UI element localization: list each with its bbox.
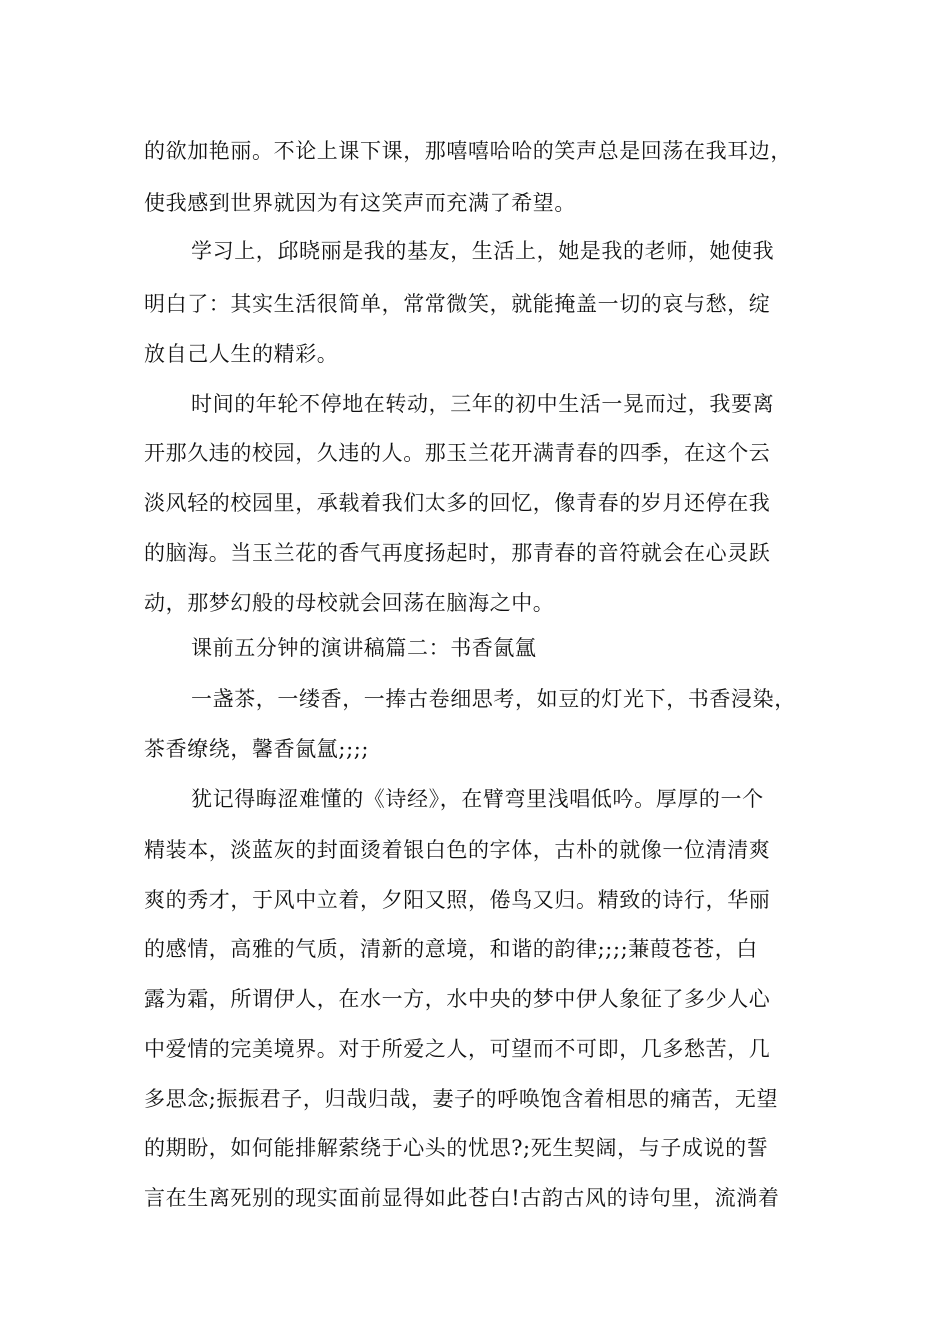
text-line: 放自己人生的精彩。: [144, 342, 339, 366]
text-line: 开那久违的校园，久违的人。那玉兰花开满青春的四季，在这个云: [144, 441, 771, 465]
text-line: 动，那梦幻般的母校就会回荡在脑海之中。: [144, 591, 555, 615]
text-line: 言在生离死别的现实面前显得如此苍白!古韵古风的诗句里，流淌着: [144, 1186, 780, 1210]
text-line: 的欲加艳丽。不论上课下课，那嘻嘻哈哈的笑声总是回荡在我耳边，: [144, 139, 792, 163]
paragraph-first-line: 犹记得晦涩难懂的《诗经》，在臂弯里浅唱低吟。厚厚的一个: [191, 787, 764, 811]
text-line: 中爱情的完美境界。对于所爱之人，可望而不可即，几多愁苦，几: [144, 1037, 771, 1061]
text-line: 多思念;振振君子，归哉归哉，妻子的呼唤饱含着相思的痛苦，无望: [144, 1087, 779, 1111]
paragraph-first-line: 时间的年轮不停地在转动，三年的初中生活一晃而过，我要离: [191, 392, 775, 416]
text-line: 茶香缭绕，馨香氤氲;;;;: [144, 737, 370, 761]
text-line: 爽的秀才，于风中立着，夕阳又照，倦鸟又归。精致的诗行，华丽: [144, 888, 771, 912]
text-line: 明白了：其实生活很简单，常常微笑，就能掩盖一切的哀与愁，绽: [144, 292, 771, 316]
text-line: 的脑海。当玉兰花的香气再度扬起时，那青春的音符就会在心灵跃: [144, 541, 771, 565]
text-line: 精装本，淡蓝灰的封面烫着银白色的字体，古朴的就像一位清清爽: [144, 838, 771, 862]
text-line: 的感情，高雅的气质，清新的意境，和谐的韵律;;;;蒹葭苍苍，白: [144, 937, 758, 961]
paragraph-first-line: 学习上，邱晓丽是我的基友，生活上，她是我的老师，她使我: [191, 239, 775, 263]
text-line: 露为霜，所谓伊人，在水一方，水中央的梦中伊人象征了多少人心: [144, 987, 771, 1011]
text-line: 淡风轻的校园里，承载着我们太多的回忆，像青春的岁月还停在我: [144, 491, 771, 515]
paragraph-first-line: 一盏茶，一缕香，一捧古卷细思考，如豆的灯光下，书香浸染，: [191, 687, 796, 711]
section-heading: 课前五分钟的演讲稿篇二：书香氤氲: [191, 636, 537, 660]
text-line: 的期盼，如何能排解萦绕于心头的忧思?;死生契阔，与子成说的誓: [144, 1136, 769, 1160]
text-line: 使我感到世界就因为有这笑声而充满了希望。: [144, 191, 576, 215]
